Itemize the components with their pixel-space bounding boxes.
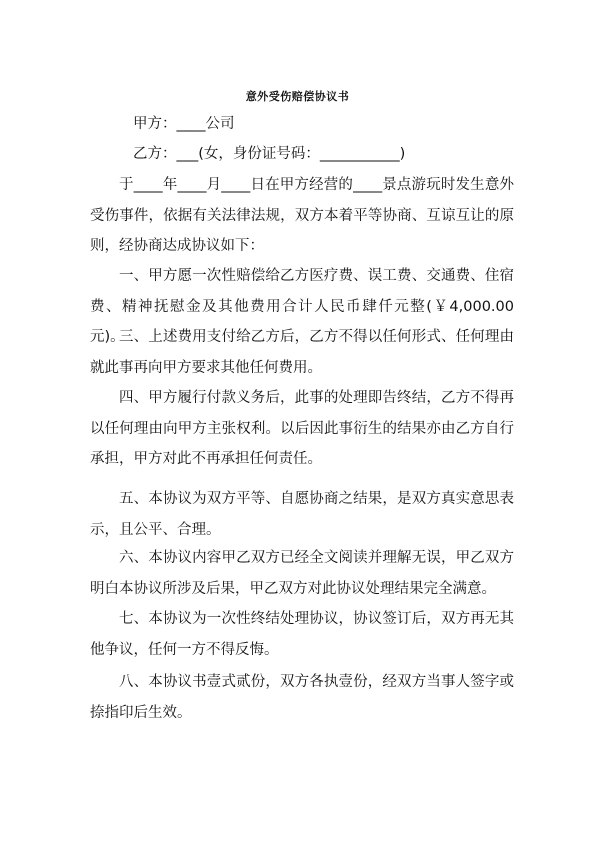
clause-3-paragraph: 三、上述费用支付给乙方后，乙方不得以任何形式、任何理由就此事再向甲方要求其他任何费用。 xyxy=(90,329,514,376)
intro-paragraph: 于____年____月____日在甲方经营的____景点游玩时发生意外受伤事件，依据有关法律法规，双方本着平等协商、互谅互让的原则，经协商达成协议如下： xyxy=(90,177,514,254)
clause-8-paragraph: 八、本协议书壹式贰份，双方各执壹份，经双方当事人签字或捺指印后生效。 xyxy=(90,674,514,721)
clause-4-paragraph: 四、甲方履行付款义务后，此事的处理即告终结，乙方不得再以任何理由向甲方主张权利。以后因此事衍生的结果亦由乙方自行承担，甲方对此不再承担任何责任。 xyxy=(90,390,514,467)
party-a-line: 甲方：____公司 xyxy=(133,116,235,132)
clause-6-paragraph: 六、本协议内容甲乙双方已经全文阅读并理解无误，甲乙双方明白本协议所涉及后果，甲乙双方对此协议处理结果完全满意。 xyxy=(90,550,514,597)
document-title: 意外受伤赔偿协议书 xyxy=(245,90,350,103)
clause-7-paragraph: 七、本协议为一次性终结处理协议，协议签订后，双方再无其他争议，任何一方不得反悔。 xyxy=(90,611,514,658)
party-b-line: 乙方：___(女，身份证号码：___________) xyxy=(133,146,406,162)
clause-5-paragraph: 五、本协议为双方平等、自愿协商之结果，是双方真实意思表示，且公平、合理。 xyxy=(90,491,514,538)
clause-1-paragraph: 一、甲方愿一次性赔偿给乙方医疗费、误工费、交通费、住宿费、精神抚慰金及其他费用合计人民币肆仟元整(￥4,000.00 元)。 xyxy=(90,268,514,345)
